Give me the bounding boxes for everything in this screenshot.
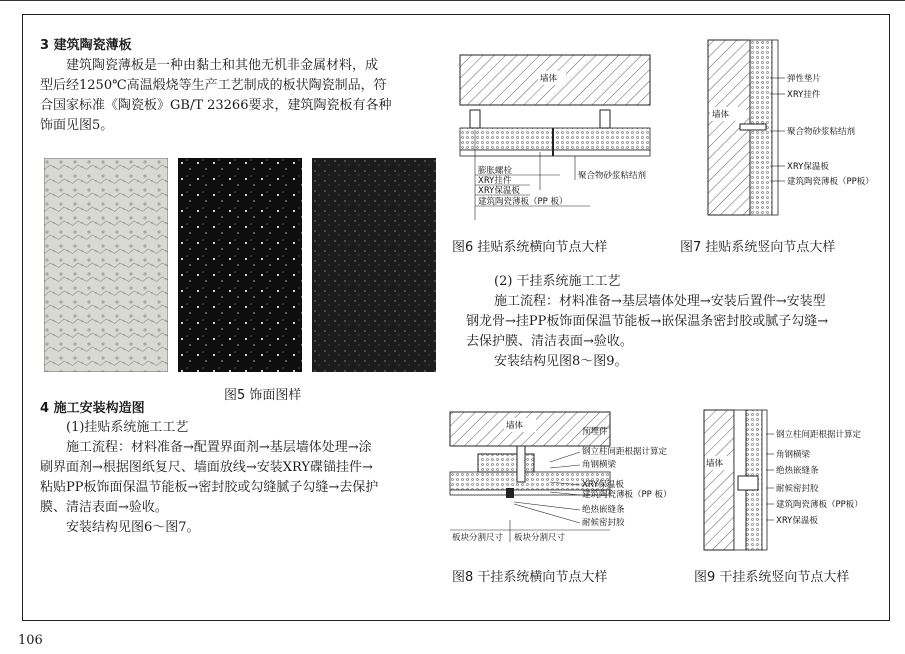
fig8-label-sealant: 耐候密封胶	[582, 518, 625, 528]
section4-flow1: 施工流程：材料准备→配置界面剂→基层墙体处理→涂	[66, 440, 372, 455]
section3-line3: 合国家标准《陶瓷板》GB/T 23266要求，建筑陶瓷板有各种	[40, 98, 392, 113]
page-number: 106	[18, 633, 43, 648]
section4-flow2: 刷界面剂→根据图纸复尺、墙面放线→安装XRY碟锚挂件→	[40, 460, 373, 475]
section4-sub1: (1)挂贴系统施工工艺	[66, 420, 189, 435]
fig6-drawing	[440, 30, 680, 225]
fig8-label-panel: 建筑陶瓷薄板（PP 板）	[582, 490, 672, 500]
fig6-label-insulation: XRY保温板	[478, 186, 520, 196]
fig8-label-wall: 墙体	[506, 421, 524, 431]
fig7-label-panel: 建筑陶瓷薄板（PP板）	[787, 177, 874, 187]
sample-black-speckled	[178, 158, 302, 372]
fig6-label-mortar: 聚合物砂浆粘结剂	[578, 171, 647, 181]
section4-heading: 4 施工安装构造图	[40, 401, 145, 416]
section4-see: 安装结构见图6～图7。	[66, 520, 200, 535]
fig9-label-column: 钢立柱间距根据计算定	[776, 430, 862, 440]
sample-dark-granite	[312, 158, 436, 372]
section3-heading: 3 建筑陶瓷薄板	[40, 38, 132, 53]
fig7-label-mortar: 聚合物砂浆粘结剂	[787, 127, 856, 137]
fig8-label-beam: 角钢横梁	[582, 460, 617, 470]
fig9-label-sealant: 耐候密封胶	[776, 484, 819, 494]
fig8-label-insulation: XRY保温板	[582, 480, 624, 490]
fig6-caption: 图6 挂贴系统横向节点大样	[452, 240, 608, 255]
fig8-drawing	[440, 402, 680, 562]
fig7-label-insulation: XRY保温板	[787, 162, 829, 172]
fig9-label-insulation: XRY保温板	[776, 516, 818, 526]
fig9-drawing	[690, 402, 885, 557]
dry-flow3: 去保护膜、清洁表面→验收。	[466, 334, 633, 349]
section3-line1: 建筑陶瓷薄板是一种由黏土和其他无机非金属材料，成	[66, 58, 379, 73]
fig6-label-wall: 墙体	[540, 74, 558, 84]
dry-see: 安装结构见图8～图9。	[494, 354, 628, 369]
section4-flow3: 粘贴PP板饰面保温节能板→密封胶或勾缝腻子勾缝→去保护	[40, 480, 379, 495]
fig6-label-panel: 建筑陶瓷薄板（PP 板）	[478, 197, 568, 207]
section3-line2: 型后经1250℃高温煅烧等生产工艺制成的板状陶瓷制品，符	[40, 78, 387, 93]
fig5-caption: 图5 饰面图样	[224, 388, 302, 403]
dry-flow2: 钢龙骨→挂PP板饰面保温节能板→嵌保温条密封胶或腻子勾缝→	[466, 314, 829, 329]
fig8-label-column: 钢立柱间距根据计算定	[582, 447, 668, 457]
fig7-label-wall: 墙体	[712, 110, 730, 120]
fig8-label-size-right: 板块分割尺寸	[514, 533, 566, 543]
fig9-label-wall: 墙体	[706, 459, 724, 469]
fig7-drawing	[690, 30, 885, 225]
sample-light-marble	[44, 158, 168, 372]
fig7-label-hanger: XRY挂件	[787, 90, 821, 100]
fig6-label-hanger: XRY挂件	[478, 176, 512, 186]
fig8-label-size-left: 板块分割尺寸	[452, 533, 504, 543]
fig9-caption: 图9 干挂系统竖向节点大样	[694, 570, 850, 585]
fig8-caption: 图8 干挂系统横向节点大样	[452, 570, 608, 585]
fig9-label-strip: 绝热嵌缝条	[776, 466, 819, 476]
fig7-caption: 图7 挂贴系统竖向节点大样	[680, 240, 836, 255]
fig8-label-strip: 绝热嵌缝条	[582, 505, 625, 515]
fig7-label-pad: 弹性垫片	[787, 74, 822, 84]
top-rule	[0, 0, 905, 5]
fig8-label-embedded: 预埋件	[582, 427, 608, 437]
dry-flow1: 施工流程：材料准备→基层墙体处理→安装后置件→安装型	[494, 294, 826, 309]
fig6-label-bolt: 膨胀螺栓	[478, 166, 513, 176]
section3-line4: 饰面见图5。	[40, 118, 114, 133]
fig9-label-beam: 角钢横梁	[776, 450, 811, 460]
section4-flow4: 膜、清洁表面→验收。	[40, 500, 168, 515]
fig9-label-panel: 建筑陶瓷薄板（PP板）	[776, 500, 863, 510]
dry-sub2: (2) 干挂系统施工工艺	[494, 274, 621, 289]
